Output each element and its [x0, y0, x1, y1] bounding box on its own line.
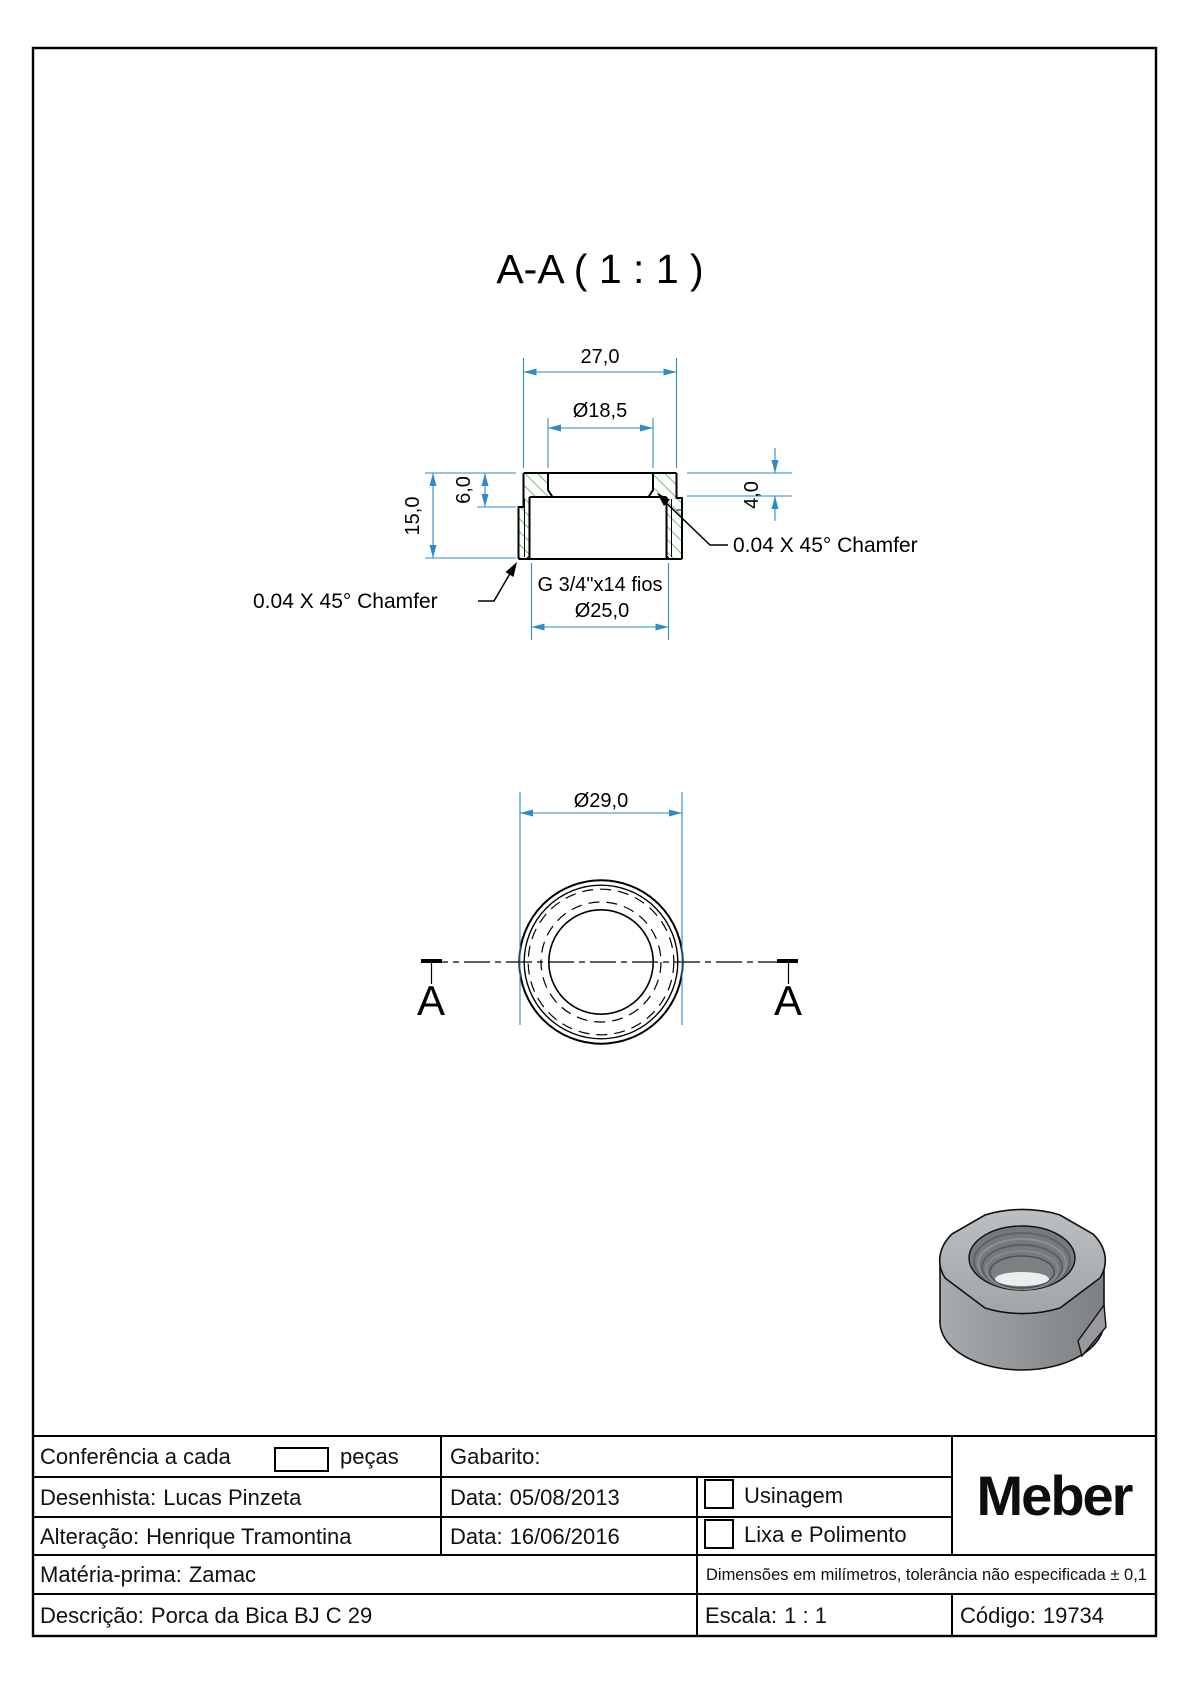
section-view-title: A-A ( 1 : 1 ): [496, 246, 704, 292]
descricao-label: Descrição:: [40, 1603, 144, 1628]
escala-value: 1 : 1: [784, 1603, 827, 1628]
desenhista-label: Desenhista:: [40, 1485, 157, 1510]
usinagem-label: Usinagem: [744, 1483, 844, 1508]
section-thread-lines: [525, 499, 683, 559]
top-view: [417, 790, 802, 1044]
usinagem-checkbox[interactable]: [705, 1480, 733, 1508]
dim-total-height: 15,0: [402, 496, 424, 536]
gabarito-field: [450, 1444, 541, 1470]
conferencia-suffix-label: peças: [340, 1444, 399, 1469]
lixa-field: [744, 1522, 907, 1548]
descricao-value: Porca da Bica BJ C 29: [150, 1603, 373, 1628]
descricao-field: [40, 1603, 372, 1629]
dim-bore: Ø18,5: [572, 400, 628, 422]
lixa-checkbox[interactable]: [705, 1520, 733, 1548]
usinagem-field: [744, 1483, 843, 1509]
codigo-field: [960, 1603, 1104, 1629]
dim-counterbore-depth: 6,0: [453, 476, 475, 504]
company-logo: Meber: [976, 1464, 1132, 1527]
escala-field: [705, 1603, 827, 1629]
isometric-view: [940, 1209, 1106, 1370]
alteracao-field: [40, 1524, 352, 1550]
desenhista-value: Lucas Pinzeta: [163, 1485, 302, 1510]
section-label-left: A: [416, 977, 446, 1024]
conferencia-field: [40, 1444, 231, 1470]
dim-outer-dia: Ø29,0: [573, 790, 629, 812]
data2-field: [450, 1524, 620, 1550]
alteracao-value: Henrique Tramontina: [146, 1524, 352, 1549]
escala-label: Escala:: [705, 1603, 778, 1628]
section-view: [253, 246, 918, 640]
data1-label: Data:: [450, 1485, 503, 1510]
section-line: [421, 961, 798, 984]
gabarito-label: Gabarito:: [450, 1444, 541, 1469]
conferencia-label: Conferência a cada: [40, 1444, 231, 1469]
chamfer-note-right: 0.04 X 45° Chamfer: [733, 534, 918, 557]
alteracao-label: Alteração:: [40, 1524, 140, 1549]
top-view-dimension-lines: [520, 792, 682, 1025]
codigo-label: Código:: [960, 1603, 1036, 1628]
data2-label: Data:: [450, 1524, 503, 1549]
codigo-value: 19734: [1042, 1603, 1105, 1628]
dim-width-top: 27,0: [580, 346, 620, 368]
conferencia-qty-box[interactable]: [275, 1448, 328, 1471]
conferencia-suffix: [340, 1444, 399, 1470]
data1-value: 05/08/2013: [509, 1485, 620, 1510]
chamfer-note-left: 0.04 X 45° Chamfer: [253, 590, 438, 613]
tolerancia-note: Dimensões em milímetros, tolerância não especificada ± 0,1: [705, 1566, 1147, 1584]
desenhista-field: [40, 1485, 301, 1511]
data2-value: 16/06/2016: [509, 1524, 620, 1549]
dim-thread-dia: Ø25,0: [574, 600, 630, 622]
lixa-label: Lixa e Polimento: [744, 1522, 907, 1547]
section-label-right: A: [773, 977, 803, 1024]
data1-field: [450, 1485, 620, 1511]
thread-note: G 3/4"x14 fios: [537, 574, 663, 596]
dim-flat-depth: 4,0: [741, 481, 763, 509]
nut-hole-highlight: [995, 1272, 1049, 1286]
materia-value: Zamac: [188, 1562, 257, 1587]
materia-field: [40, 1562, 256, 1588]
materia-label: Matéria-prima:: [40, 1562, 182, 1587]
